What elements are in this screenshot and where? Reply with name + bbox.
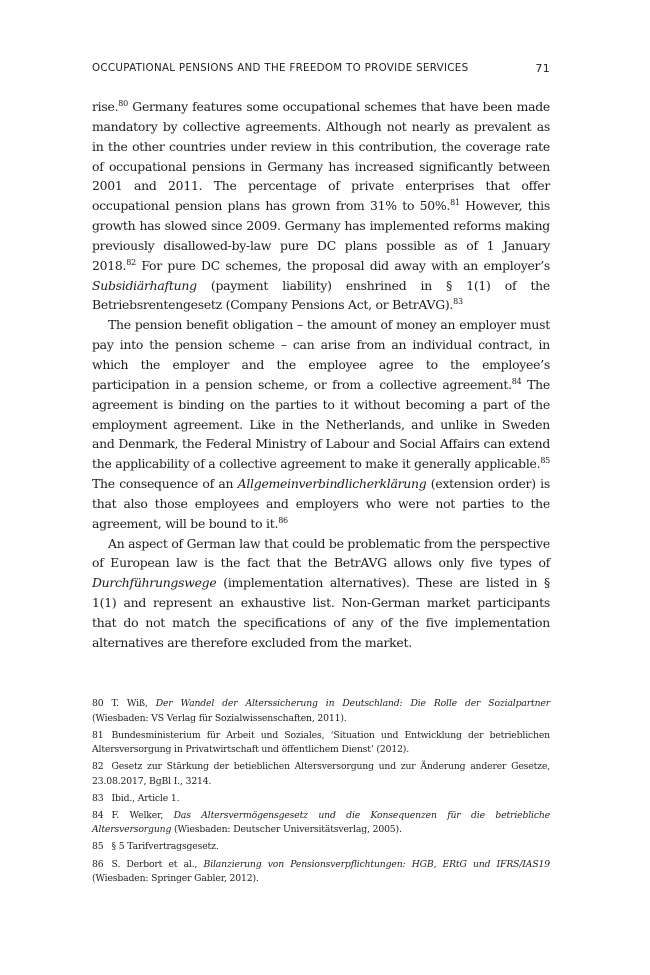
running-header bbox=[92, 62, 550, 78]
footnote-82 bbox=[92, 760, 550, 789]
footnote-ref-80[interactable]: 80 bbox=[118, 99, 128, 108]
footnote-85 bbox=[92, 840, 550, 855]
italic-term: Allgemeinverbindlicherklärung bbox=[237, 476, 427, 492]
footnote-86 bbox=[92, 858, 550, 887]
footnote-title: Der Wandel der Alterssicherung in Deutschland: Die Rolle der Sozialpartner bbox=[155, 698, 550, 709]
paragraph-3 bbox=[92, 534, 550, 653]
footnote-text: F. Welker, bbox=[111, 809, 174, 821]
footnote-text: Ibid., Article 1. bbox=[111, 792, 180, 804]
running-title: OCCUPATIONAL PENSIONS AND THE FREEDOM TO PROVIDE SERVICES bbox=[92, 62, 469, 74]
footnote-text: (Wiesbaden: Springer Gabler, 2012). bbox=[92, 873, 259, 885]
text-run: For pure DC schemes, the proposal did away with an employer’s bbox=[135, 257, 550, 273]
footnote-81 bbox=[92, 729, 550, 758]
text-run: The consequence of an bbox=[92, 476, 238, 492]
italic-term: Durchführungswege bbox=[92, 575, 217, 591]
footnote-ref-86[interactable]: 86 bbox=[278, 515, 288, 525]
footnote-text: (Wiesbaden: VS Verlag für Sozialwissenschaften, 2011). bbox=[92, 712, 347, 724]
footnote-84 bbox=[92, 809, 550, 838]
footnote-ref-84[interactable]: 84 bbox=[511, 376, 522, 386]
footnote-number: 80 bbox=[92, 698, 104, 709]
footnote-ref-85[interactable]: 85 bbox=[540, 456, 550, 466]
footnote-83 bbox=[92, 792, 550, 807]
text-run: The agreement is binding on the parties to it without becoming a part of the employment agreement. Like in the Netherlands, and unlike in Sweden and Denmark, the Federal Ministry of Labour and Social Affairs can extend the applicability of a collective agreement to make it generally applicable. bbox=[92, 376, 550, 472]
footnote-text: T. Wiß, bbox=[111, 698, 156, 709]
footnote-number: 85 bbox=[92, 841, 104, 853]
footnote-text: § 5 Tarifvertragsgesetz. bbox=[111, 841, 219, 853]
text-run: rise. bbox=[92, 99, 119, 114]
footnotes bbox=[92, 697, 550, 889]
footnote-text: (Wiesbaden: Deutscher Universitätsverlag, 2005). bbox=[171, 824, 402, 836]
footnote-text: S. Derbort et al., bbox=[111, 858, 204, 870]
footnote-number: 83 bbox=[92, 792, 104, 804]
body-text bbox=[92, 97, 550, 653]
text-run: The pension benefit obligation – the amount of money an employer must pay into the pension scheme – can arise from an individual contract, in which the employer and the employee agree to the employee’s participation in a pension scheme, or from a collective agreement. bbox=[92, 317, 550, 392]
footnote-ref-82[interactable]: 82 bbox=[126, 257, 136, 267]
text-run: However, this growth has slowed since 2009. Germany has implemented reforms making previously disallowed-by-law pure DC plans possible as of 1 January 2018. bbox=[92, 198, 551, 273]
footnote-title: Bilanzierung von Pensionsverpflichtungen: HGB, ERtG und IFRS/IAS19 bbox=[203, 858, 550, 870]
paragraph-2 bbox=[92, 315, 550, 533]
footnote-number: 84 bbox=[92, 809, 104, 821]
footnote-text: Gesetz zur Stärkung der betieblichen Altersversorgung und zur Änderung anderer Gesetze, 23.08.2017, BgBl I., 3214. bbox=[92, 761, 550, 787]
text-run: An aspect of German law that could be problematic from the perspective of European law is the fact that the BetrAVG allows only five types of bbox=[92, 535, 550, 571]
footnote-ref-83[interactable]: 83 bbox=[453, 297, 463, 307]
footnote-number: 82 bbox=[92, 761, 104, 773]
footnote-number: 81 bbox=[92, 729, 104, 741]
footnote-80 bbox=[92, 697, 550, 726]
text-run: (implementation alternatives). These are listed in § 1(1) and represent an exhaustive list. Non-German market participants that do not match the specifications of any of the five implementation alternatives are therefore excluded from the market. bbox=[92, 575, 550, 650]
footnote-ref-81[interactable]: 81 bbox=[450, 198, 460, 208]
italic-term: Subsidiärhaftung bbox=[92, 277, 197, 293]
text-run: (extension order) is that also those employees and employers who were not parties to the agreement, will be bound to it. bbox=[92, 476, 550, 531]
text-run: (payment liability) enshrined in § 1(1) of the Betriebsrentengesetz (Company Pensions Act, or BetrAVG). bbox=[92, 277, 550, 313]
footnote-title: Das Altersvermögensgesetz und die Konsequenzen für die betriebliche Altersversorgung bbox=[92, 809, 550, 836]
text-run: Germany features some occupational schemes that have been made mandatory by collective agreements. Although not nearly as prevalent as in the other countries under review in this contribution, the coverage rate of occupational pensions in Germany has increased significantly between 2001 and 2011. The percentage of private enterprises that offer occupational pension plans has grown from 31% to 50%. bbox=[92, 99, 550, 214]
page-number: 71 bbox=[535, 62, 550, 75]
footnote-text: Bundesministerium für Arbeit und Soziales, ‘Situation und Entwicklung der betrieblichen Altersversorgung in Privatwirtschaft und öffentlichem Dienst’ (2012). bbox=[92, 729, 550, 756]
footnote-number: 86 bbox=[92, 858, 104, 870]
paragraph-1 bbox=[92, 97, 550, 315]
document-page bbox=[92, 0, 550, 975]
